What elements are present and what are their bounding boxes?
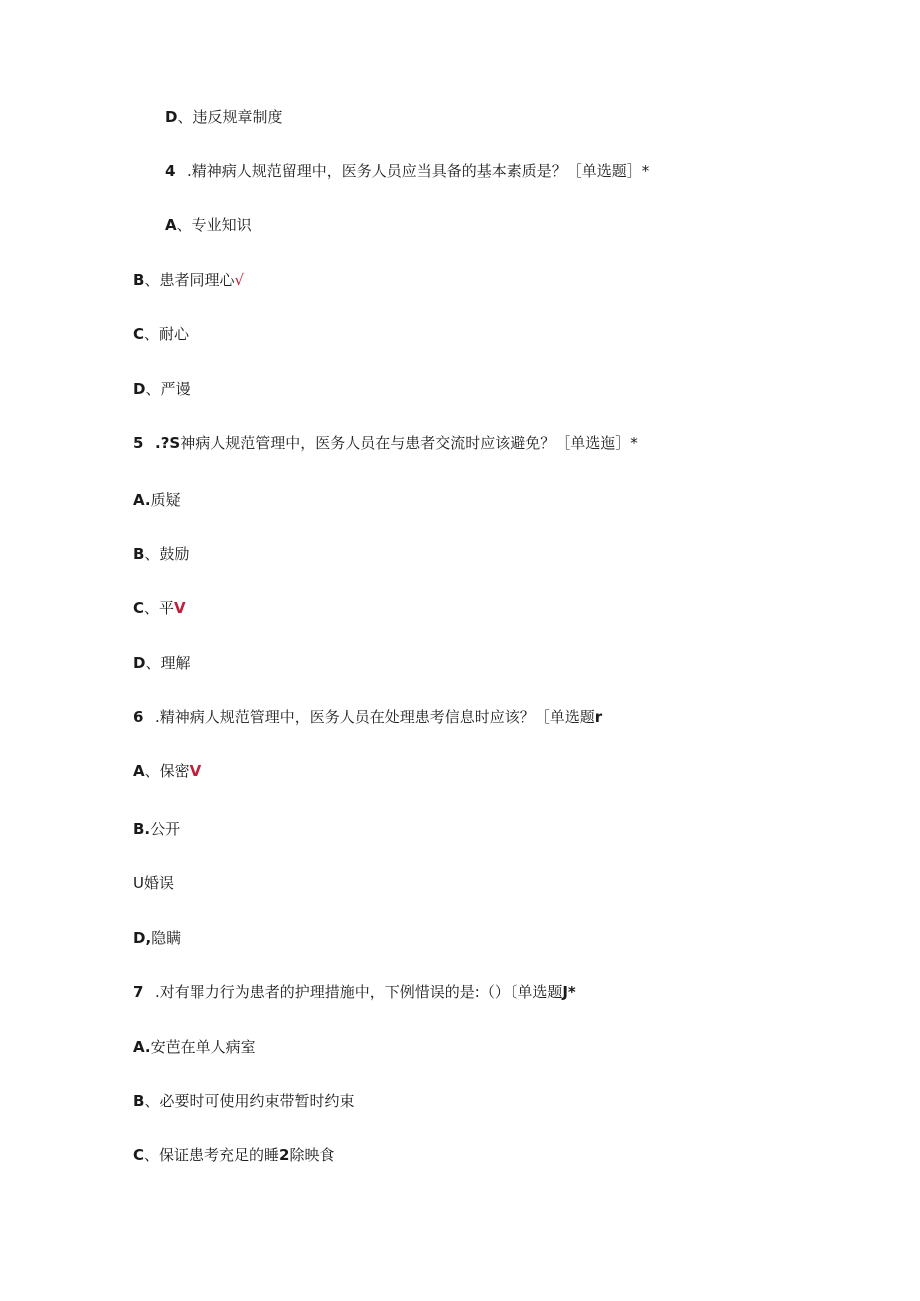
question-number: 4 <box>165 162 176 180</box>
option-a-q7 <box>133 1037 256 1057</box>
option-text: 、保证患考充足的睡 <box>144 1146 280 1164</box>
option-text: 、专业知识 <box>176 216 252 234</box>
option-letter: B <box>133 271 145 289</box>
question-prefix: .?S <box>155 434 181 452</box>
question-4 <box>165 161 649 181</box>
option-letter: D <box>165 108 178 126</box>
question-tail: r <box>594 708 603 726</box>
question-number: 7 <box>133 983 144 1001</box>
option-text-bold: 2 <box>279 1146 290 1164</box>
option-letter: C <box>133 325 145 343</box>
option-text: 、平 <box>144 599 175 617</box>
option-a-q6 <box>133 761 201 781</box>
option-c-q7 <box>133 1145 334 1165</box>
option-d-q5 <box>133 653 190 673</box>
option-letter: C <box>133 599 145 617</box>
option-letter: B <box>133 1092 145 1110</box>
question-text: .精神病人规范留理中，医务人员应当具备的基本素质是？［单选题］* <box>187 162 650 180</box>
option-letter: C <box>133 1146 145 1164</box>
option-text: U婚误 <box>133 874 174 892</box>
option-d-q4 <box>133 379 190 399</box>
question-text: .精神病人规范管理中，医务人员在处理患考信息时应该？［单选题 <box>155 708 595 726</box>
option-text: 、必要时可使用约束带暂时约束 <box>144 1092 355 1110</box>
question-tail: J* <box>562 983 576 1001</box>
option-letter: A <box>133 762 145 780</box>
question-number: 5 <box>133 434 144 452</box>
option-text: 公开 <box>150 820 181 838</box>
question-text: .对有罪力行为患者的护理措施中，下例惜误的是:（）〔单选题 <box>155 983 563 1001</box>
option-c-q4 <box>133 324 189 344</box>
option-a-q4 <box>165 215 252 235</box>
option-b-q7 <box>133 1091 354 1111</box>
option-letter: D <box>133 654 146 672</box>
option-letter: B. <box>133 820 151 838</box>
option-b-q5 <box>133 544 189 564</box>
question-6 <box>133 707 602 727</box>
option-text: 、严谩 <box>145 380 191 398</box>
option-d-q3 <box>165 107 282 127</box>
option-text-tail: 除映食 <box>289 1146 335 1164</box>
option-b-q6 <box>133 819 180 839</box>
option-text: 、保密 <box>144 762 190 780</box>
option-letter: D, <box>133 929 152 947</box>
option-letter: A <box>165 216 177 234</box>
option-a-q5 <box>133 490 181 510</box>
option-text: 安芭在单人病室 <box>150 1038 256 1056</box>
option-letter: B <box>133 545 145 563</box>
option-text: 、患者同理心 <box>144 271 235 289</box>
option-text: 、理解 <box>145 654 191 672</box>
option-b-q4 <box>133 270 244 290</box>
option-c-q5 <box>133 598 186 618</box>
option-letter: A. <box>133 491 151 509</box>
option-c-q6 <box>133 873 174 893</box>
question-number: 6 <box>133 708 144 726</box>
option-text: 、违反规章制度 <box>177 108 283 126</box>
question-text: 神病人规范管理中，医务人员在与患者交流时应该避免？［单选迤］* <box>180 434 638 452</box>
option-text: 、鼓励 <box>144 545 190 563</box>
option-letter: D <box>133 380 146 398</box>
correct-check-mark: V <box>189 762 202 780</box>
option-text: 质疑 <box>150 491 181 509</box>
option-d-q6 <box>133 928 181 948</box>
question-5 <box>133 433 638 453</box>
option-text: 隐瞒 <box>151 929 182 947</box>
question-7 <box>133 982 576 1002</box>
option-text: 、耐心 <box>144 325 190 343</box>
option-letter: A. <box>133 1038 151 1056</box>
correct-check-mark: V <box>174 599 186 617</box>
correct-check-mark: √ <box>234 271 245 289</box>
